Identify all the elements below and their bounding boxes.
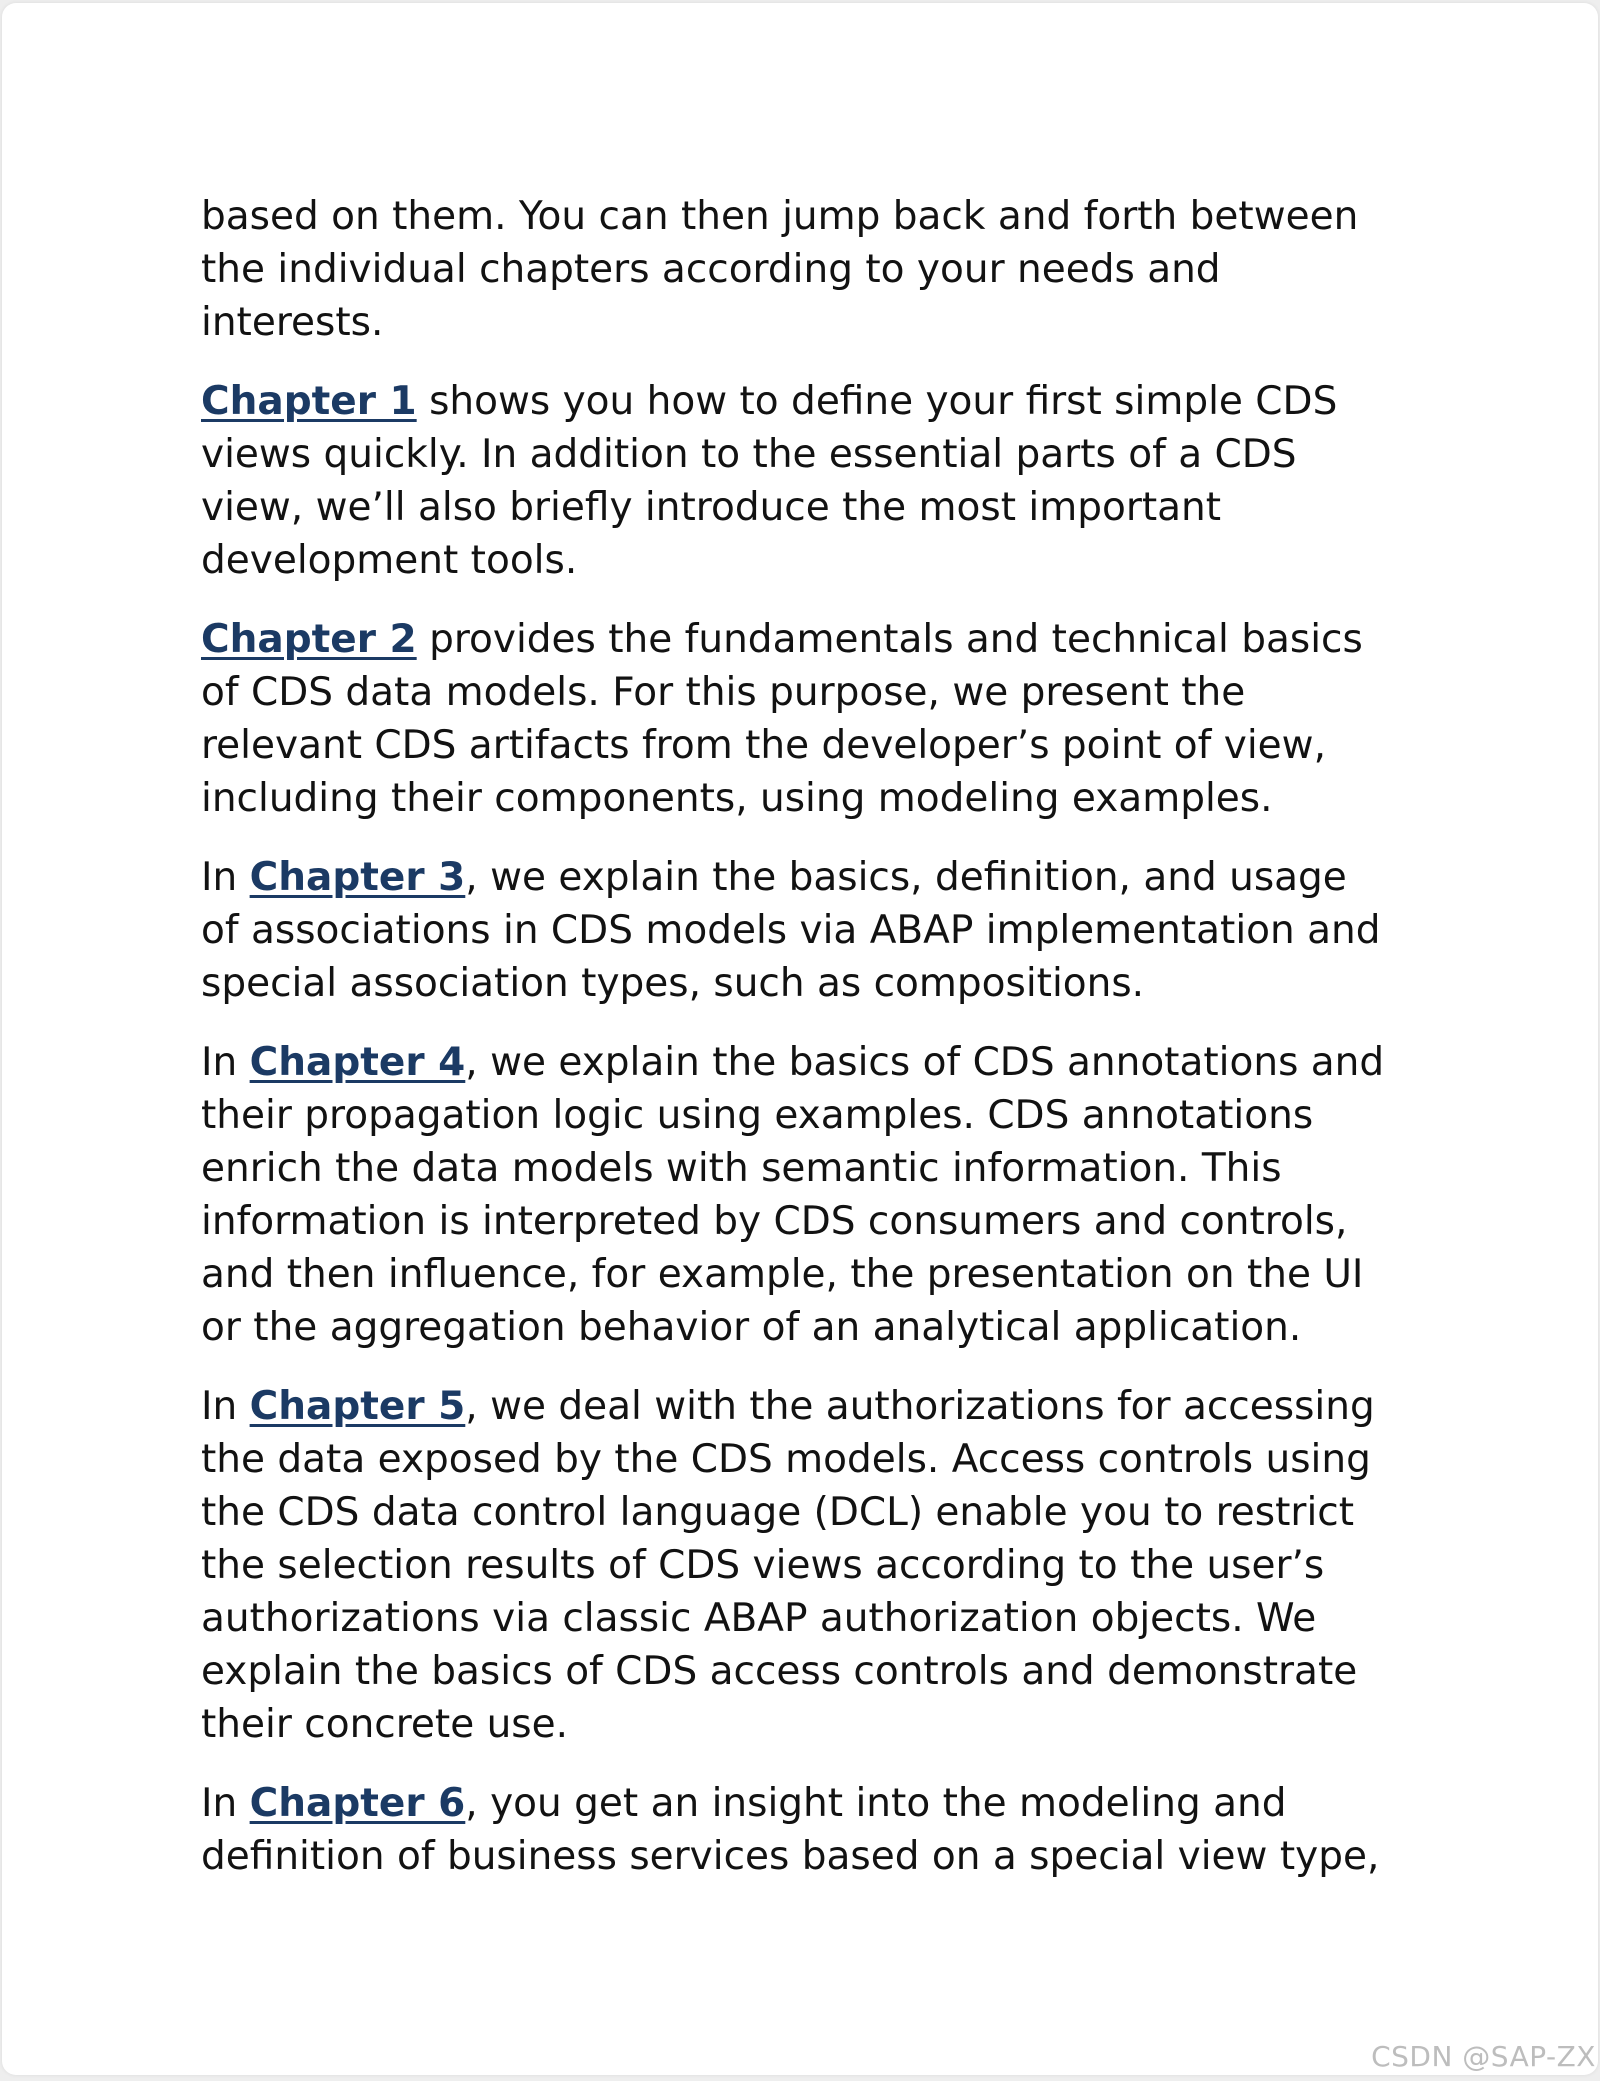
chapter-6-link[interactable]: Chapter 6 [249, 1781, 466, 1826]
text-line: enrich the data models with semantic information. This [201, 1146, 1282, 1191]
text-segment: In [201, 855, 250, 900]
text-segment: , we explain the basics, definition, and usage [465, 855, 1347, 900]
text-line: the selection results of CDS views according to the user’s [201, 1543, 1325, 1588]
document-page [2, 3, 1598, 2075]
text-segment: , you get an insight into the modeling and [465, 1781, 1287, 1826]
text-line: including their components, using modeling examples. [201, 776, 1273, 821]
text-line: or the aggregation behavior of an analytical application. [201, 1305, 1302, 1350]
chapter-1-link[interactable]: Chapter 1 [201, 379, 417, 424]
text-line: information is interpreted by CDS consumers and controls, [201, 1199, 1348, 1244]
chapter-4-link[interactable]: Chapter 4 [249, 1040, 466, 1085]
paragraph-chapter-5 [201, 1380, 1421, 1751]
paragraph-intro-continuation [201, 190, 1421, 349]
paragraph-chapter-6 [201, 1777, 1421, 1883]
text-segment: In [201, 1781, 250, 1826]
chapter-2-link[interactable]: Chapter 2 [201, 617, 417, 662]
text-line [201, 1036, 1421, 1089]
text-line: explain the basics of CDS access controls and demonstrate [201, 1649, 1358, 1694]
text-line: definition of business services based on a special view type, [201, 1834, 1380, 1879]
text-line: interests. [201, 300, 384, 345]
text-line: authorizations via classic ABAP authorization objects. We [201, 1596, 1317, 1641]
text-line: special association types, such as compositions. [201, 961, 1145, 1006]
text-line: view, we’ll also briefly introduce the most important [201, 485, 1222, 530]
text-line: the data exposed by the CDS models. Access controls using [201, 1437, 1371, 1482]
paragraph-chapter-3 [201, 851, 1421, 1010]
text-line: based on them. You can then jump back and forth between [201, 194, 1359, 239]
watermark: CSDN @SAP-ZX [1371, 2040, 1596, 2073]
text-line [201, 1380, 1421, 1433]
text-line [201, 1777, 1421, 1830]
paragraph-chapter-1 [201, 375, 1421, 587]
paragraph-chapter-2 [201, 613, 1421, 825]
text-line: their propagation logic using examples. CDS annotations [201, 1093, 1314, 1138]
text-segment: shows you how to define your first simple CDS [416, 379, 1338, 424]
text-line: the CDS data control language (DCL) enable you to restrict [201, 1490, 1355, 1535]
text-line: of associations in CDS models via ABAP implementation and [201, 908, 1381, 953]
text-segment: In [201, 1384, 250, 1429]
text-line [201, 851, 1421, 904]
text-line: development tools. [201, 538, 578, 583]
document-body [201, 190, 1421, 1909]
text-line [201, 375, 1421, 428]
text-line: views quickly. In addition to the essential parts of a CDS [201, 432, 1297, 477]
chapter-5-link[interactable]: Chapter 5 [249, 1384, 466, 1429]
paragraph-chapter-4 [201, 1036, 1421, 1354]
text-line: their concrete use. [201, 1702, 569, 1747]
text-line: the individual chapters according to your needs and [201, 247, 1221, 292]
text-line: relevant CDS artifacts from the developer’s point of view, [201, 723, 1326, 768]
text-line: and then influence, for example, the presentation on the UI [201, 1252, 1364, 1297]
text-line: of CDS data models. For this purpose, we present the [201, 670, 1246, 715]
text-segment: provides the fundamentals and technical basics [416, 617, 1363, 662]
text-line [201, 613, 1421, 666]
chapter-3-link[interactable]: Chapter 3 [249, 855, 466, 900]
text-segment: , we explain the basics of CDS annotations and [465, 1040, 1385, 1085]
text-segment: , we deal with the authorizations for accessing [465, 1384, 1375, 1429]
text-segment: In [201, 1040, 250, 1085]
